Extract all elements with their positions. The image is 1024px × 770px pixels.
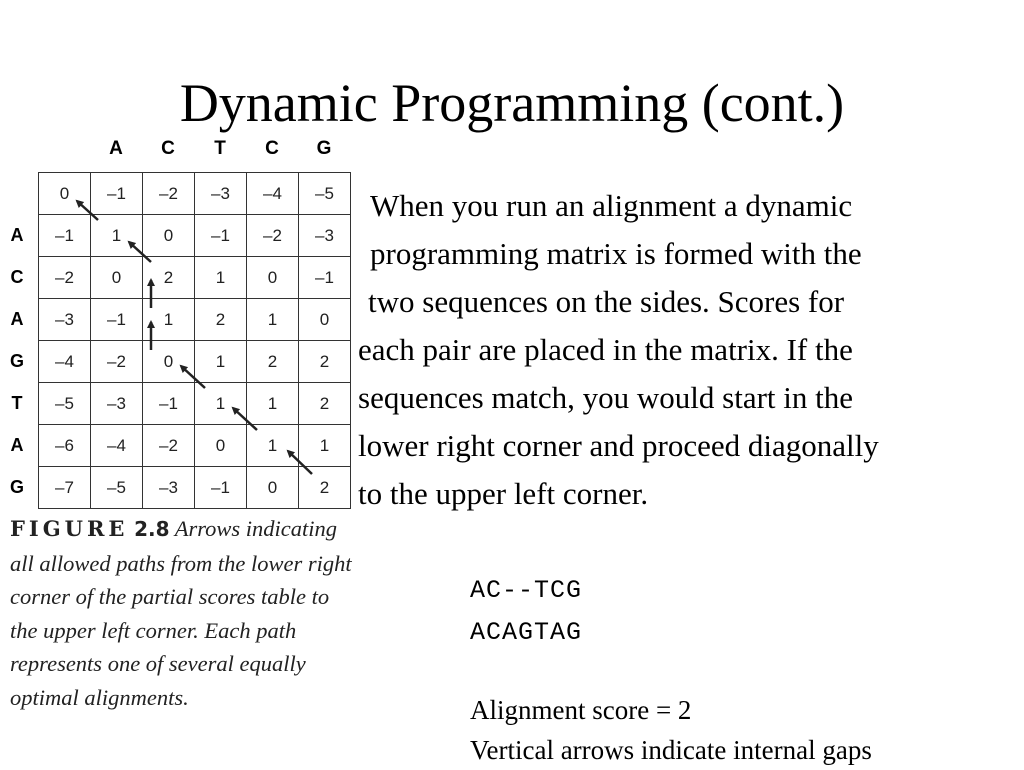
table-cell: –1 — [91, 173, 143, 215]
table-cell: –1 — [299, 257, 351, 299]
table-cell: 2 — [299, 383, 351, 425]
gap-note: Vertical arrows indicate internal gaps — [470, 735, 872, 765]
table-cell: –2 — [143, 173, 195, 215]
table-row — [39, 257, 351, 299]
row-header: G — [9, 477, 24, 497]
explanation-line: When you run an alignment a dynamic — [370, 188, 853, 223]
table-cell: 1 — [195, 341, 247, 383]
explanation-line: to the upper left corner. — [358, 476, 649, 511]
table-cell: 1 — [299, 425, 351, 467]
column-header: G — [316, 138, 332, 159]
table-cell: 2 — [143, 257, 195, 299]
table-cell: 1 — [91, 215, 143, 257]
table-cell: 1 — [247, 425, 299, 467]
table-cell: 2 — [299, 341, 351, 383]
table-cell: –1 — [195, 467, 247, 509]
caption-number: 2.8 — [134, 517, 170, 541]
table-cell: –5 — [91, 467, 143, 509]
table-cell: –1 — [195, 215, 247, 257]
table-cell: 1 — [195, 383, 247, 425]
table-row — [39, 341, 351, 383]
table-cell: –1 — [39, 215, 91, 257]
table-cell: –3 — [91, 383, 143, 425]
table-row — [39, 467, 351, 509]
scores-matrix-figure — [0, 130, 360, 530]
table-cell: –5 — [39, 383, 91, 425]
explanation-line: two sequences on the sides. Scores for — [368, 284, 845, 319]
column-header: T — [214, 138, 226, 159]
table-row — [39, 173, 351, 215]
alignment-example — [470, 570, 582, 654]
table-cell: –1 — [143, 383, 195, 425]
aligned-sequence-2: ACAGTAG — [470, 618, 583, 647]
explanation-line: programming matrix is formed with the — [370, 236, 862, 271]
table-cell: 1 — [247, 299, 299, 341]
table-cell: –3 — [39, 299, 91, 341]
table-cell: –6 — [39, 425, 91, 467]
table-cell: 0 — [143, 215, 195, 257]
table-cell: 1 — [143, 299, 195, 341]
table-cell: –3 — [299, 215, 351, 257]
table-cell: –3 — [143, 467, 195, 509]
table-cell: –4 — [91, 425, 143, 467]
table-cell: 0 — [247, 257, 299, 299]
table-cell: –3 — [195, 173, 247, 215]
table-cell: –4 — [247, 173, 299, 215]
table-cell: 1 — [247, 383, 299, 425]
explanation-line: sequences match, you would start in the — [358, 380, 854, 415]
column-header: C — [265, 138, 279, 159]
slide-title: Dynamic Programming (cont.) — [179, 73, 845, 133]
table-cell: 0 — [39, 173, 91, 215]
caption-text: Arrows indicating all allowed paths from the lower right corner of the partial scores table to the upper left corner. Each path represents one of several equally optimal alignments. — [10, 516, 352, 710]
table-row — [39, 215, 351, 257]
table-cell: 0 — [247, 467, 299, 509]
table-cell: –2 — [247, 215, 299, 257]
table-cell: –7 — [39, 467, 91, 509]
row-header: G — [9, 351, 24, 371]
table-row — [39, 383, 351, 425]
table-cell: 0 — [143, 341, 195, 383]
row-header: A — [10, 309, 24, 329]
figure-caption — [10, 512, 355, 714]
table-cell: –5 — [299, 173, 351, 215]
column-header: A — [109, 138, 123, 159]
caption-label: FIGURE — [10, 516, 129, 541]
row-header: C — [10, 267, 24, 287]
table-cell: –1 — [91, 299, 143, 341]
table-cell: –2 — [91, 341, 143, 383]
row-header: T — [11, 393, 23, 413]
table-cell: 2 — [247, 341, 299, 383]
column-header: C — [161, 138, 175, 159]
table-cell: –4 — [39, 341, 91, 383]
table-cell: 2 — [195, 299, 247, 341]
table-cell: –2 — [143, 425, 195, 467]
row-header: A — [10, 435, 24, 455]
table-cell: 1 — [195, 257, 247, 299]
explanation-line: each pair are placed in the matrix. If the — [358, 332, 853, 367]
table-row — [39, 299, 351, 341]
aligned-sequence-1: AC--TCG — [470, 576, 583, 605]
score-notes — [470, 690, 1010, 770]
scores-table — [38, 172, 351, 509]
table-cell: 0 — [299, 299, 351, 341]
explanation-paragraph — [358, 182, 1020, 518]
table-cell: –2 — [39, 257, 91, 299]
table-cell: 2 — [299, 467, 351, 509]
table-cell: 0 — [91, 257, 143, 299]
table-row — [39, 425, 351, 467]
row-header: A — [10, 225, 24, 245]
alignment-score: Alignment score = 2 — [470, 695, 692, 725]
explanation-line: lower right corner and proceed diagonally — [358, 428, 879, 463]
table-cell: 0 — [195, 425, 247, 467]
